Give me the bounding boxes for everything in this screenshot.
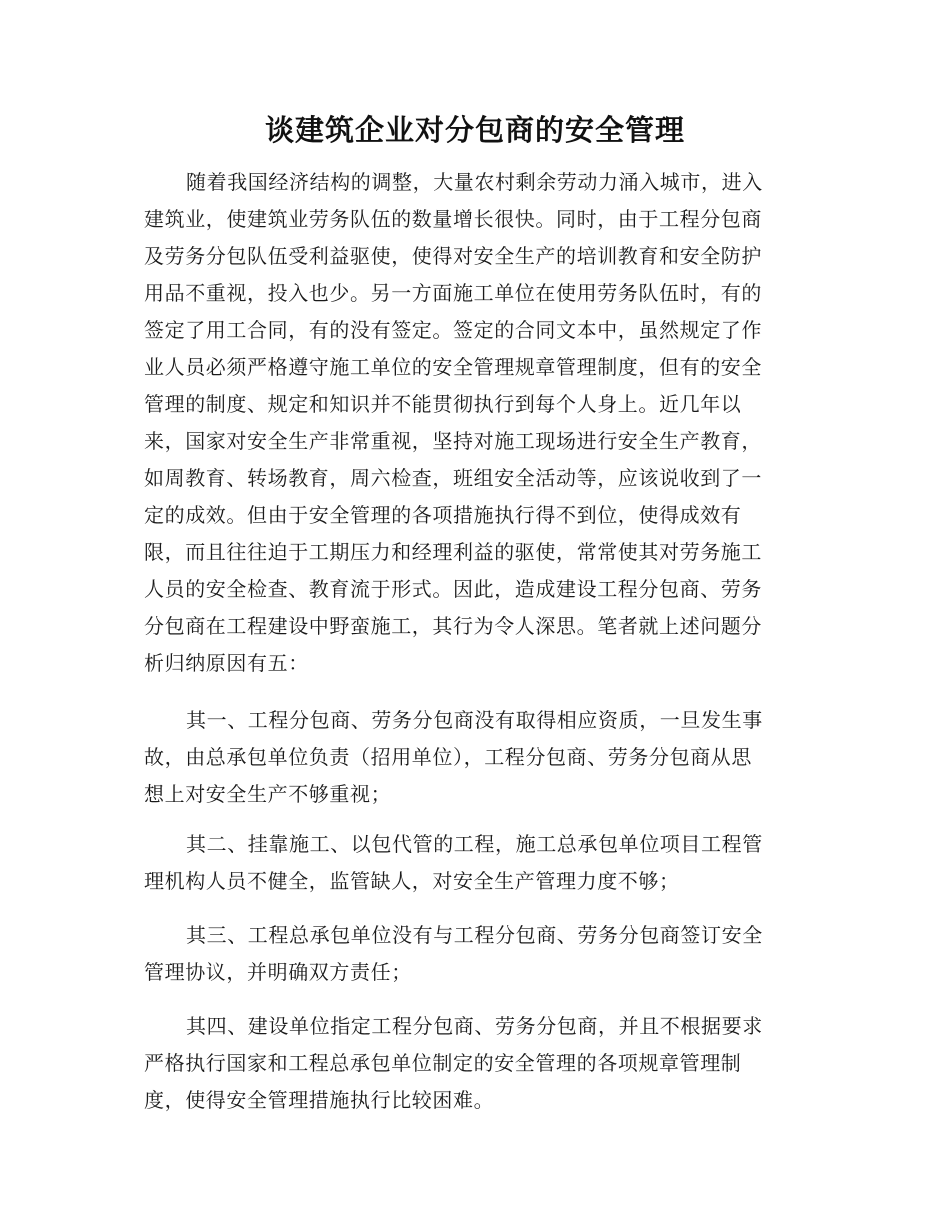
paragraph-line: 想上对安全生产不够重视； (144, 782, 392, 806)
paragraph-line: 来，国家对安全生产非常重视，坚持对施工现场进行安全生产教育， (144, 429, 762, 453)
paragraph-line: 如周教育、转场教育，周六检查，班组安全活动等，应该说收到了一 (144, 466, 762, 490)
paragraph-line: 故，由总承包单位负责（招用单位），工程分包商、劳务分包商从思 (144, 745, 752, 769)
paragraph-line: 签定了用工合同，有的没有签定。签定的合同文本中，虽然规定了作 (144, 318, 762, 342)
paragraph-line: 定的成效。但由于安全管理的各项措施执行得不到位，使得成效有 (144, 503, 742, 527)
paragraph-line: 其四、建设单位指定工程分包商、劳务分包商，并且不根据要求 (186, 1014, 763, 1038)
paragraph-line: 分包商在工程建设中野蛮施工，其行为令人深思。笔者就上述问题分 (144, 614, 762, 638)
paragraph-line: 用品不重视，投入也少。另一方面施工单位在使用劳务队伍时，有的 (144, 281, 762, 305)
paragraph-line: 人员的安全检查、教育流于形式。因此，造成建设工程分包商、劳务 (144, 577, 762, 601)
paragraph-line: 析归纳原因有五： (144, 651, 309, 675)
paragraph-line: 建筑业，使建筑业劳务队伍的数量增长很快。同时，由于工程分包商 (144, 207, 762, 231)
paragraph-line: 随着我国经济结构的调整，大量农村剩余劳动力涌入城市，进入 (186, 170, 763, 194)
page-title: 谈建筑企业对分包商的安全管理 (264, 113, 685, 147)
paragraph-line: 其一、工程分包商、劳务分包商没有取得相应资质，一旦发生事 (186, 708, 763, 732)
paragraph-line: 管理协议，并明确双方责任； (144, 960, 412, 984)
paragraph-line: 理机构人员不健全，监管缺人，对安全生产管理力度不够； (144, 869, 680, 893)
paragraph-line: 其二、挂靠施工、以包代管的工程，施工总承包单位项目工程管 (186, 832, 763, 856)
paragraph-line: 及劳务分包队伍受利益驱使，使得对安全生产的培训教育和安全防护 (144, 244, 762, 268)
paragraph-line: 业人员必须严格遵守施工单位的安全管理规章管理制度，但有的安全 (144, 355, 762, 379)
paragraph-line: 度，使得安全管理措施执行比较困难。 (144, 1088, 495, 1112)
paragraph-line: 管理的制度、规定和知识并不能贯彻执行到每个人身上。近几年以 (144, 392, 742, 416)
paragraph-line: 严格执行国家和工程总承包单位制定的安全管理的各项规章管理制 (144, 1051, 742, 1075)
paragraph-line: 其三、工程总承包单位没有与工程分包商、劳务分包商签订安全 (186, 923, 763, 947)
paragraph-line: 限，而且往往迫于工期压力和经理利益的驱使，常常使其对劳务施工 (144, 540, 762, 564)
